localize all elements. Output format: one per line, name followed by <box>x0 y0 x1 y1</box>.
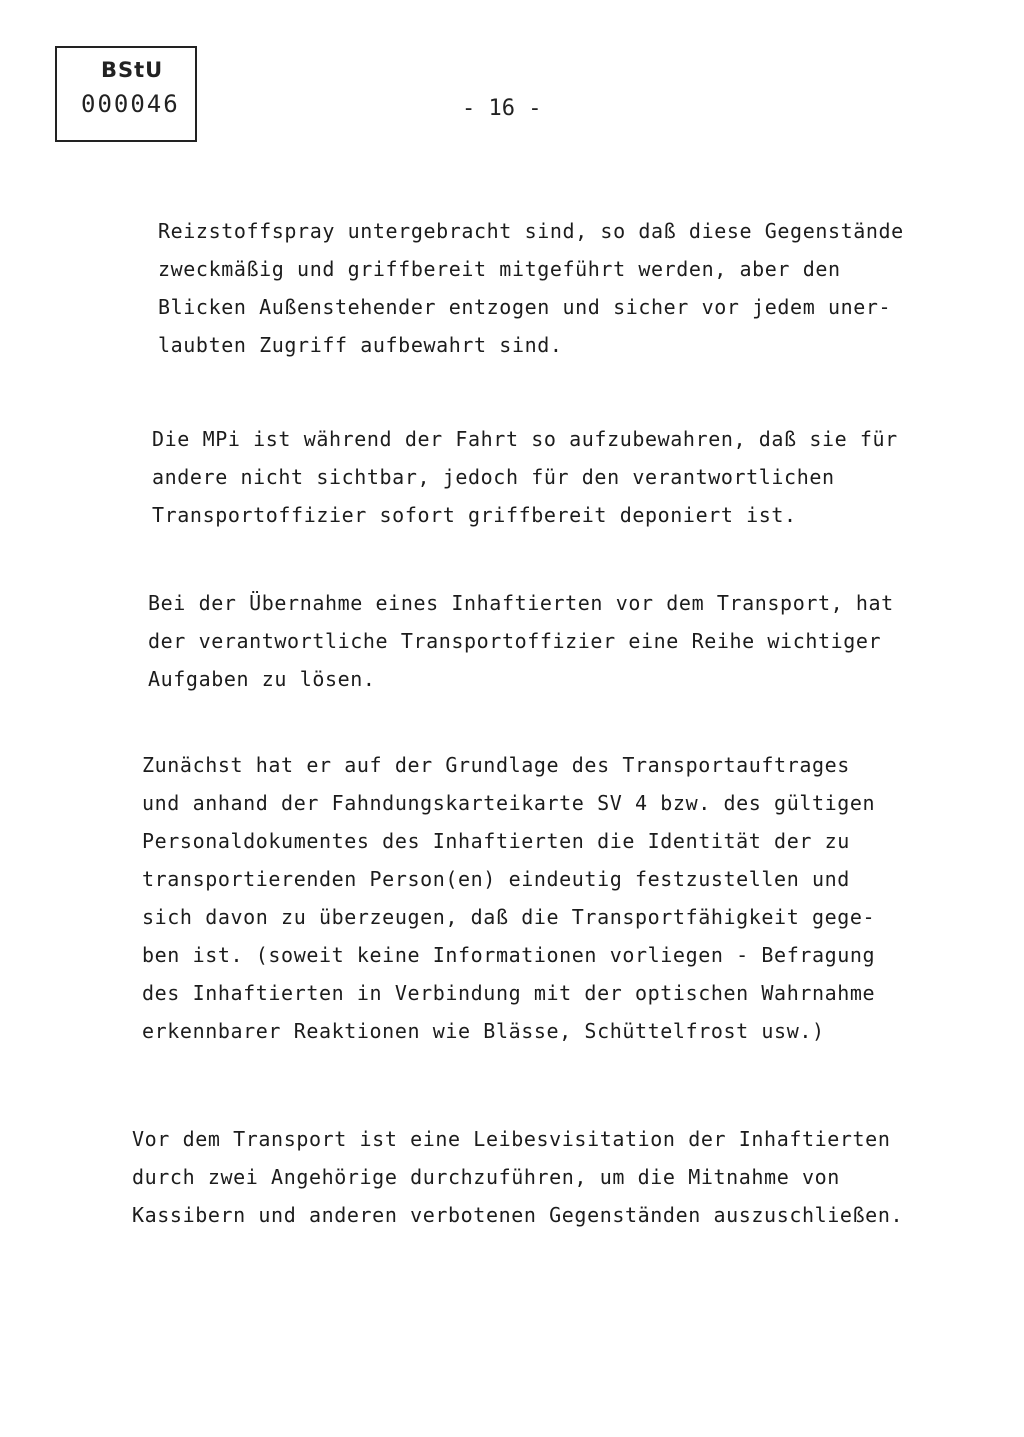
text-line: Aufgaben zu lösen. <box>148 667 376 691</box>
text-line: Zunächst hat er auf der Grundlage des Transportauftrages <box>142 753 850 777</box>
paragraph-3 <box>148 584 894 698</box>
text-line: Die MPi ist während der Fahrt so aufzubewahren, daß sie für <box>152 427 898 451</box>
stamp-organization: BStU <box>101 58 164 82</box>
archive-stamp <box>55 46 197 142</box>
paragraph-5 <box>132 1120 903 1234</box>
text-line: transportierenden Person(en) eindeutig festzustellen und <box>142 867 850 891</box>
text-line: zweckmäßig und griffbereit mitgeführt werden, aber den <box>158 257 841 281</box>
text-line: und anhand der Fahndungskarteikarte SV 4 bzw. des gültigen <box>142 791 876 815</box>
text-line: Kassibern und anderen verbotenen Gegenständen auszuschließen. <box>132 1203 904 1227</box>
text-line: Bei der Übernahme eines Inhaftierten vor dem Transport, hat <box>148 591 894 615</box>
text-line: ben ist. (soweit keine Informationen vorliegen - Befragung <box>142 943 876 967</box>
text-line: des Inhaftierten in Verbindung mit der optischen Wahrnahme <box>142 981 876 1005</box>
text-line: der verantwortliche Transportoffizier eine Reihe wichtiger <box>148 629 882 653</box>
page-number: - 16 - <box>462 96 542 121</box>
text-line: laubten Zugriff aufbewahrt sind. <box>158 333 563 357</box>
text-line: sich davon zu überzeugen, daß die Transportfähigkeit gege- <box>142 905 876 929</box>
text-line: erkennbarer Reaktionen wie Blässe, Schüttelfrost usw.) <box>142 1019 825 1043</box>
text-line: Blicken Außenstehender entzogen und sicher vor jedem uner- <box>158 295 892 319</box>
paragraph-4 <box>142 746 875 1050</box>
paragraph-2 <box>152 420 898 534</box>
text-line: Transportoffizier sofort griffbereit deponiert ist. <box>152 503 797 527</box>
stamp-number: 000046 <box>81 90 180 118</box>
text-line: andere nicht sichtbar, jedoch für den verantwortlichen <box>152 465 835 489</box>
text-line: durch zwei Angehörige durchzuführen, um die Mitnahme von <box>132 1165 840 1189</box>
text-line: Personaldokumentes des Inhaftierten die Identität der zu <box>142 829 850 853</box>
text-line: Reizstoffspray untergebracht sind, so daß diese Gegenstände <box>158 219 904 243</box>
text-line: Vor dem Transport ist eine Leibesvisitation der Inhaftierten <box>132 1127 891 1151</box>
paragraph-1 <box>158 212 904 364</box>
